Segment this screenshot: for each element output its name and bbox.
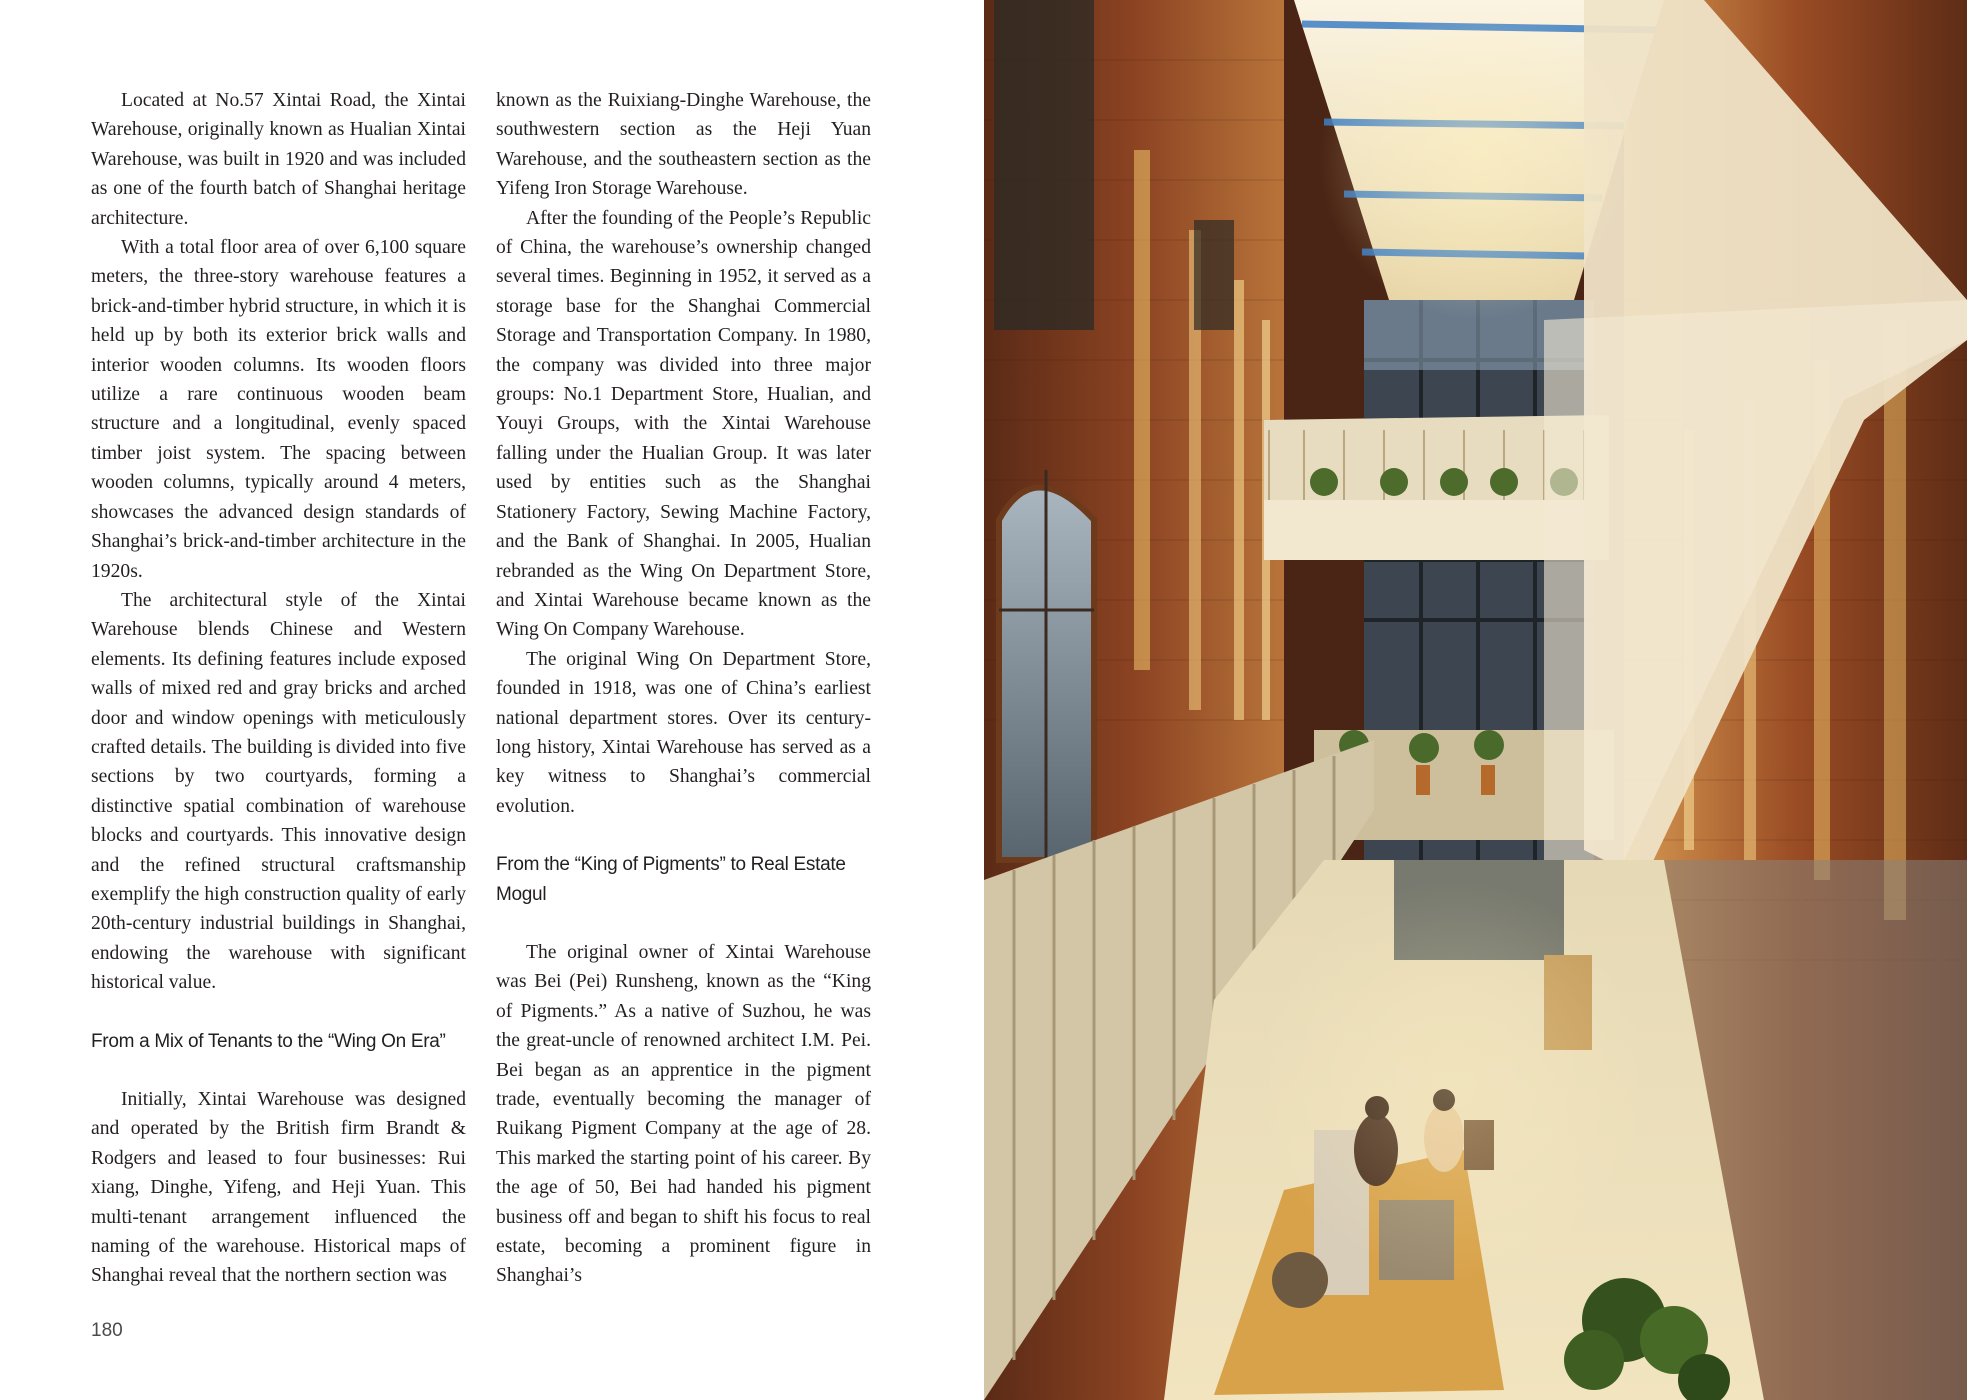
paragraph: After the founding of the People’s Republic of China, the warehouse’s ownership changed several times. Beginning in 1952, it served as a storage base for the Shanghai Commercial Storage and Transportation Company. In 1980, the company was divided into three major groups: No.1 Department Store, Hualian, and Youyi Groups, with the Xintai Warehouse falling under the Hualian Group. It was later used by entities such as the Shanghai Stationery Factory, Sewing Machine Factory, and the Bank of Shanghai. In 2005, Hualian rebranded as the Wing On Department Store, and Xintai Warehouse became known as the Wing On Company Warehouse.	[496, 207, 871, 641]
right-column	[496, 86, 871, 1291]
atrium-illustration	[984, 0, 1967, 1400]
left-column	[91, 86, 466, 1291]
atrium-photo	[984, 0, 1967, 1400]
paragraph: With a total floor area of over 6,100 square meters, the three-story warehouse features a brick-and-timber hybrid structure, in which it is held up by both its exterior brick walls and interior wooden columns. Its wooden floors utilize a rare continuous wooden beam structure and a longitudinal, evenly spaced timber joist system. The spacing between wooden columns, typically around 4 meters, showcases the advanced design standards of Shanghai’s brick-and-timber architecture in the 1920s.	[91, 237, 466, 582]
paragraph: The original owner of Xintai Warehouse was Bei (Pei) Runsheng, known as the “King of Pigments.” As a native of Suzhou, he was the great-uncle of renowned architect I.M. Pei. Bei began as an apprentice in the pigment trade, eventually becoming the manager of Ruikang Pigment Company at the age of 28. This marked the starting point of his career. By the age of 50, Bei had handed his pigment business off and began to shift his focus to real estate, becoming a prominent figure in Shanghai’s	[496, 941, 871, 1287]
paragraph: The architectural style of the Xintai Warehouse blends Chinese and Western elements. Its defining features include exposed walls of mixed red and gray bricks and arched door and window openings with meticulously crafted details. The building is divided into five sections by two courtyards, forming a distinctive spatial combination of warehouse blocks and courtyards. This innovative design and the refined structural craftsmanship exemplify the high construction quality of early 20th-century industrial buildings in Shanghai, endowing the warehouse with significant historical value.	[91, 589, 466, 994]
paragraph: The original Wing On Department Store, founded in 1918, was one of China’s earliest national department stores. Over its century-long history, Xintai Warehouse has served as a key witness to Shanghai’s commercial evolution.	[496, 648, 871, 817]
section-heading: From a Mix of Tenants to the “Wing On Era”	[91, 1030, 446, 1052]
page-number: 180	[91, 1320, 123, 1341]
section-heading: From the “King of Pigments” to Real Estate Mogul	[496, 854, 846, 905]
paragraph: Initially, Xintai Warehouse was designed and operated by the British firm Brandt & Rodgers and leased to four businesses: Rui xiang, Dinghe, Yifeng, and Heji Yuan. This multi-tenant arrangement influenced the naming of the warehouse. Historical maps of Shanghai reveal that the northern section was	[91, 1089, 466, 1287]
paragraph: Located at No.57 Xintai Road, the Xintai Warehouse, originally known as Hualian Xintai Warehouse, was built in 1920 and was included as one of the fourth batch of Shanghai heritage architecture.	[91, 90, 466, 229]
paragraph-continuation: known as the Ruixiang-Dinghe Warehouse, the southwestern section as the Heji Yuan Warehouse, and the southeastern section as the Yifeng Iron Storage Warehouse.	[496, 90, 871, 200]
side-table	[1272, 1252, 1328, 1308]
